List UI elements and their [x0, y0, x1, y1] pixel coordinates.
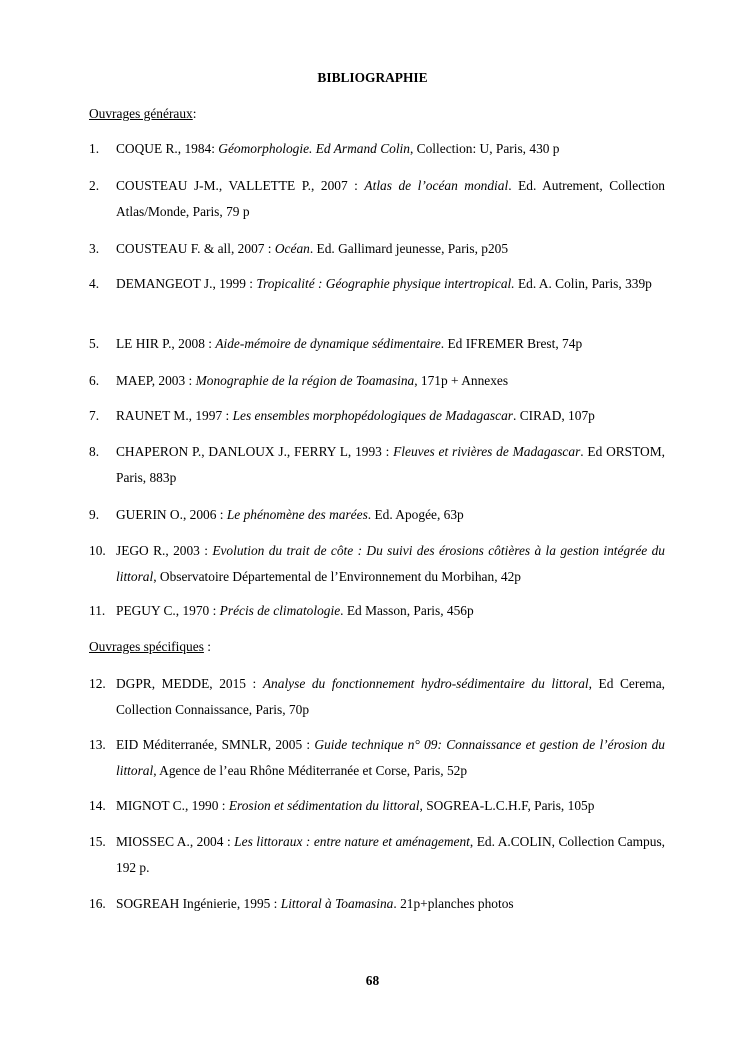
bibliography-entry: [89, 331, 665, 357]
entry-title: Tropicalité : Géographie physique intertropical.: [256, 276, 515, 291]
entry-text: [116, 891, 665, 917]
entry-number: 1.: [89, 141, 100, 156]
entry-author: MIOSSEC A., 2004 :: [116, 834, 235, 849]
entry-author: GUERIN O., 2006 :: [116, 507, 227, 522]
bibliography-entry: [89, 136, 665, 162]
entry-number: 16.: [89, 896, 106, 911]
entry-text: [116, 829, 665, 881]
entry-text: [116, 173, 665, 225]
entry-publisher: , Ed Cerema, Collection Connaissance, Paris, 70p: [116, 676, 665, 717]
entry-author: DGPR, MEDDE, 2015 :: [116, 676, 263, 691]
entry-text: [116, 598, 665, 624]
bibliography-entry: [89, 173, 665, 225]
bibliography-entry: [89, 439, 665, 491]
entry-text: [116, 671, 665, 723]
entry-text: [116, 331, 665, 357]
entry-author: COUSTEAU J-M., VALLETTE P., 2007 :: [116, 178, 365, 193]
entry-title: Précis de climatologie: [219, 603, 341, 618]
entry-author: EID Méditerranée, SMNLR, 2005 :: [116, 737, 315, 752]
entry-title: Aide-mémoire de dynamique sédimentaire: [215, 336, 441, 351]
entry-author: DEMANGEOT J., 1999 :: [116, 276, 257, 291]
entry-author: LE HIR P., 2008 :: [116, 336, 216, 351]
entry-text: [116, 502, 665, 528]
entry-title: Littoral à Toamasina: [280, 896, 394, 911]
entry-number: 9.: [89, 507, 100, 522]
section-heading-general: [89, 105, 196, 123]
entry-publisher: . CIRAD, 107p: [513, 408, 595, 423]
entry-title: Guide technique n° 09: Connaissance et gestion de l’érosion du littoral: [116, 737, 665, 778]
entry-author: CHAPERON P., DANLOUX J., FERRY L, 1993 :: [116, 444, 394, 459]
entry-number: 13.: [89, 737, 106, 752]
bibliography-entry: [89, 538, 665, 590]
entry-number: 11.: [89, 603, 106, 618]
entry-author: JEGO R., 2003 :: [116, 543, 213, 558]
section-label: Ouvrages généraux: [89, 106, 193, 121]
entry-publisher: , Collection: U, Paris, 430 p: [409, 141, 560, 156]
entry-title: Océan: [274, 241, 310, 256]
entry-title: Erosion et sédimentation du littoral: [228, 798, 420, 813]
bibliography-entry: [89, 732, 665, 784]
entry-number: 5.: [89, 336, 100, 351]
entry-author: RAUNET M., 1997 :: [116, 408, 233, 423]
bibliography-entry: [89, 793, 665, 819]
entry-publisher: . Ed IFREMER Brest, 74p: [440, 336, 583, 351]
entry-text: [116, 368, 665, 394]
entry-text: [116, 271, 665, 297]
entry-title: Les littoraux : entre nature et aménagement: [234, 834, 470, 849]
entry-publisher: . Ed ORSTOM, Paris, 883p: [116, 444, 665, 485]
entry-number: 4.: [89, 276, 100, 291]
entry-publisher: . Ed. Gallimard jeunesse, Paris, p205: [309, 241, 509, 256]
page-number: 68: [365, 973, 380, 988]
entry-author: MAEP, 2003 :: [116, 373, 196, 388]
bibliography-entry: [89, 891, 665, 917]
entry-number: 7.: [89, 408, 100, 423]
entry-title: Fleuves et rivières de Madagascar: [393, 444, 581, 459]
entry-number: 2.: [89, 178, 100, 193]
entry-title: Analyse du fonctionnement hydro-sédimentaire du littoral: [262, 676, 589, 691]
entry-number: 14.: [89, 798, 106, 813]
entry-text: [116, 732, 665, 784]
entry-text: [116, 236, 665, 262]
section-suffix: :: [203, 639, 211, 654]
bibliography-entry: [89, 403, 665, 429]
entry-title: Monographie de la région de Toamasina: [195, 373, 415, 388]
entry-title: Géomorphologie. Ed Armand Colin: [218, 141, 410, 156]
entry-publisher: , Agence de l’eau Rhône Méditerranée et Corse, Paris, 52p: [153, 763, 468, 778]
entry-author: MIGNOT C., 1990 :: [116, 798, 229, 813]
entry-publisher: , SOGREA-L.C.H.F, Paris, 105p: [419, 798, 595, 813]
bibliography-entry: [89, 829, 665, 881]
bibliography-entry: [89, 236, 665, 262]
entry-number: 10.: [89, 543, 106, 558]
entry-publisher: . Ed Masson, Paris, 456p: [340, 603, 474, 618]
entry-author: SOGREAH Ingénierie, 1995 :: [116, 896, 281, 911]
bibliography-entry: [89, 271, 665, 297]
entry-publisher: , Observatoire Départemental de l’Environnement du Morbihan, 42p: [153, 569, 521, 584]
entry-publisher: . Ed. Autrement, Collection Atlas/Monde, Paris, 79 p: [116, 178, 665, 219]
section-heading-specific: [89, 638, 211, 656]
entry-publisher: . Ed. Apogée, 63p: [367, 507, 464, 522]
entry-title: Le phénomène des marées: [226, 507, 368, 522]
entry-number: 15.: [89, 834, 106, 849]
entry-title: Atlas de l’océan mondial: [364, 178, 509, 193]
section-label: Ouvrages spécifiques: [89, 639, 204, 654]
entry-author: PEGUY C., 1970 :: [116, 603, 220, 618]
entry-text: [116, 403, 665, 429]
section-suffix: :: [192, 106, 197, 121]
entry-number: 6.: [89, 373, 100, 388]
entry-author: COQUE R., 1984:: [116, 141, 219, 156]
bibliography-entry: [89, 598, 665, 624]
entry-publisher: , 171p + Annexes: [414, 373, 509, 388]
entry-text: [116, 538, 665, 590]
bibliography-entry: [89, 368, 665, 394]
entry-author: COUSTEAU F. & all, 2007 :: [116, 241, 275, 256]
page-title: BIBLIOGRAPHIE: [317, 70, 428, 85]
entry-publisher: Ed. A. Colin, Paris, 339p: [514, 276, 652, 291]
entry-text: [116, 793, 665, 819]
bibliography-entry: [89, 502, 665, 528]
bibliography-entry: [89, 671, 665, 723]
entry-title: Les ensembles morphopédologiques de Madagascar: [232, 408, 513, 423]
entry-publisher: . 21p+planches photos: [393, 896, 514, 911]
entry-title: Evolution du trait de côte : Du suivi des érosions côtières à la gestion intégrée du littoral: [116, 543, 665, 584]
entry-number: 8.: [89, 444, 100, 459]
entry-number: 3.: [89, 241, 100, 256]
entry-number: 12.: [89, 676, 106, 691]
entry-text: [116, 439, 665, 491]
entry-text: [116, 136, 665, 162]
entry-publisher: , Ed. A.COLIN, Collection Campus, 192 p.: [116, 834, 666, 875]
